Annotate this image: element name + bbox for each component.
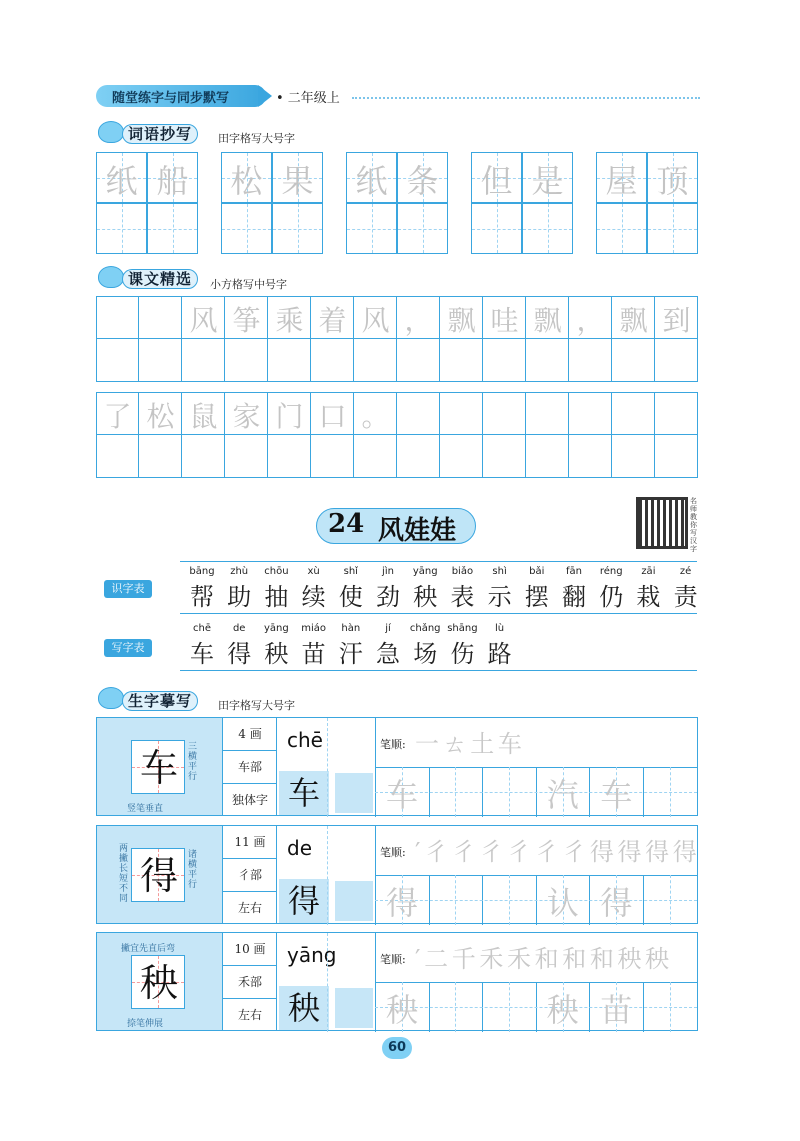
trace-char: ， xyxy=(404,304,433,337)
trace-char: 着 xyxy=(318,304,347,337)
table-rule xyxy=(180,670,697,671)
pinyin: zhù xyxy=(230,566,249,577)
section-note: 小方格写中号字 xyxy=(210,278,287,291)
structure: 左右 xyxy=(237,1008,262,1022)
model-char-box xyxy=(131,955,185,1009)
trace-char: ， xyxy=(576,304,605,337)
square-cell xyxy=(612,339,655,382)
section-label: 课文精选 xyxy=(122,269,198,289)
pinyin: zāi xyxy=(641,566,656,577)
square-cell xyxy=(182,339,225,382)
writing-tip: 三横平行 xyxy=(188,742,198,782)
recognize-char: 续 xyxy=(301,583,326,611)
sample-fill xyxy=(335,881,373,921)
stroke-order-label: 笔顺: xyxy=(380,953,406,966)
section-note: 田字格写大号字 xyxy=(218,132,295,145)
square-cell xyxy=(311,435,354,478)
square-cell xyxy=(526,435,569,478)
square-cell xyxy=(569,435,612,478)
writing-tip: 撇宜先直后弯 xyxy=(121,944,176,954)
pinyin: fān xyxy=(566,566,582,577)
pinyin: jí xyxy=(385,623,391,634)
tian-cell xyxy=(596,203,647,254)
stroke-order: ′ 二 千 禾 禾 和 和 和 秧 秧 xyxy=(415,945,668,973)
cat-mascot-icon xyxy=(98,121,124,143)
recognize-char: 表 xyxy=(450,583,475,611)
pinyin: bǎi xyxy=(529,566,545,577)
square-cell xyxy=(225,435,268,478)
sample-char: 得 xyxy=(279,879,329,923)
write-char: 车 xyxy=(190,640,214,668)
square-cell xyxy=(569,339,612,382)
square-cell xyxy=(225,339,268,382)
trace-char: 到 xyxy=(662,304,691,337)
write-char: 场 xyxy=(413,640,438,668)
sample-char: 秧 xyxy=(279,986,329,1030)
square-cell xyxy=(612,435,655,478)
recognize-char: 翻 xyxy=(562,583,586,611)
tian-cell xyxy=(147,203,198,254)
tian-cell xyxy=(272,203,323,254)
grid-guide xyxy=(372,204,373,253)
square-cell xyxy=(483,339,526,382)
pinyin: miáo xyxy=(301,623,326,634)
trace-char: 哇 xyxy=(490,304,519,337)
model-char-panel xyxy=(97,718,223,815)
radical: 彳部 xyxy=(223,859,277,892)
radical: 禾部 xyxy=(223,966,277,999)
trace-char: 果 xyxy=(281,162,314,200)
square-cell xyxy=(96,435,139,478)
header-title: 随堂练字与同步默写 xyxy=(112,91,230,106)
trace-char: 风 xyxy=(189,304,218,337)
trace-char: 纸 xyxy=(105,162,138,200)
trace-char: 乘 xyxy=(275,304,304,337)
recognize-char: 责 xyxy=(673,583,698,611)
grid-guide xyxy=(327,933,328,1032)
sample-fill xyxy=(335,988,373,1028)
stroke-count: 11 画 xyxy=(223,826,277,859)
square-cell xyxy=(182,435,225,478)
pinyin: chē xyxy=(193,623,211,634)
trace-char: 秧 xyxy=(385,991,418,1029)
sample-char: 车 xyxy=(279,771,329,815)
square-cell xyxy=(655,435,698,478)
trace-char: 飘 xyxy=(619,304,648,337)
trace-char: 飘 xyxy=(447,304,476,337)
recognize-char: 助 xyxy=(227,583,252,611)
grid-guide xyxy=(497,204,498,253)
square-cell xyxy=(440,392,483,435)
square-cell xyxy=(96,296,139,339)
recognize-char: 使 xyxy=(338,583,363,611)
model-char: 车 xyxy=(139,746,178,790)
writing-tip: 两撇长短不同 xyxy=(119,844,129,904)
recognize-char: 帮 xyxy=(190,583,214,611)
square-cell xyxy=(483,392,526,435)
lesson-name: 风娃娃 xyxy=(378,516,457,546)
pinyin: hàn xyxy=(341,623,361,634)
square-cell xyxy=(139,435,182,478)
practice-block xyxy=(96,825,698,924)
pinyin: biǎo xyxy=(451,566,474,577)
square-cell xyxy=(268,435,311,478)
trace-char: 松 xyxy=(146,400,175,433)
sample-fill xyxy=(335,773,373,813)
pinyin: yāng xyxy=(264,623,289,634)
grid-guide xyxy=(122,204,123,253)
practice-block xyxy=(96,717,698,816)
write-char: 路 xyxy=(487,640,512,668)
trace-char: 得 xyxy=(385,884,418,922)
square-cell xyxy=(397,339,440,382)
tian-cell xyxy=(96,203,147,254)
pinyin: shǐ xyxy=(343,566,358,577)
pinyin: shāng xyxy=(447,623,478,634)
pinyin: réng xyxy=(599,566,623,577)
recognize-char: 劲 xyxy=(376,583,400,611)
section-label: 词语抄写 xyxy=(122,124,198,144)
square-cell xyxy=(655,392,698,435)
square-cell xyxy=(655,339,698,382)
square-cell xyxy=(440,435,483,478)
structure: 独体字 xyxy=(231,793,268,807)
square-cell xyxy=(354,339,397,382)
pinyin: chē xyxy=(287,728,323,752)
trace-char: 得 xyxy=(600,884,633,922)
model-char-box xyxy=(131,848,185,902)
table-rule xyxy=(180,613,697,614)
writing-tip: 竖笔垂直 xyxy=(127,804,164,814)
trace-char: 鼠 xyxy=(189,400,218,433)
tian-cell xyxy=(522,203,573,254)
trace-char: 门 xyxy=(275,400,304,433)
square-cell xyxy=(526,339,569,382)
write-char: 苗 xyxy=(301,640,326,668)
trace-char: 风 xyxy=(361,304,390,337)
grid-guide xyxy=(423,204,424,253)
pinyin: de xyxy=(287,836,312,860)
pinyin: bāng xyxy=(189,566,215,577)
square-cell xyxy=(397,392,440,435)
trace-char: 车 xyxy=(385,776,418,814)
square-cell xyxy=(569,392,612,435)
pinyin: jìn xyxy=(382,566,394,577)
trace-char: 汽 xyxy=(546,776,579,814)
square-cell xyxy=(397,435,440,478)
square-cell xyxy=(268,339,311,382)
tian-cell xyxy=(346,203,397,254)
tian-cell xyxy=(471,203,522,254)
header-banner-arrow xyxy=(258,85,272,107)
trace-char: 家 xyxy=(232,400,261,433)
pinyin: de xyxy=(232,623,246,634)
trace-char: 屋 xyxy=(605,162,638,200)
recognize-char: 示 xyxy=(487,583,512,611)
pinyin: lù xyxy=(495,623,505,634)
recognize-char: 仍 xyxy=(599,583,624,611)
bear-mascot-icon xyxy=(98,266,124,288)
model-char-panel xyxy=(97,826,223,923)
square-cell xyxy=(96,339,139,382)
write-char: 秧 xyxy=(264,640,289,668)
trace-char: 条 xyxy=(406,162,439,200)
header-divider xyxy=(352,97,700,99)
recognize-char: 抽 xyxy=(264,583,289,611)
grid-guide xyxy=(327,718,328,817)
page-number: 60 xyxy=(382,1037,412,1059)
grid-guide xyxy=(173,204,174,253)
tian-cell xyxy=(647,203,698,254)
grid-guide xyxy=(327,826,328,925)
trace-char: 苗 xyxy=(600,991,633,1029)
model-char: 得 xyxy=(139,854,178,898)
trace-char: 秧 xyxy=(546,991,579,1029)
stroke-count: 4 画 xyxy=(223,718,277,751)
stroke-count: 10 画 xyxy=(223,933,277,966)
qr-note: 名师教你写汉字 xyxy=(690,497,697,553)
pinyin: yāng xyxy=(287,943,337,967)
pinyin: chōu xyxy=(264,566,289,577)
write-char: 得 xyxy=(227,640,252,668)
write-char: 急 xyxy=(376,640,400,668)
trace-char: 船 xyxy=(156,162,189,200)
structure: 左右 xyxy=(237,901,262,915)
model-char-box xyxy=(131,740,185,794)
char-info xyxy=(223,718,277,815)
recognize-char: 栽 xyxy=(636,583,661,611)
square-cell xyxy=(311,339,354,382)
pinyin: xù xyxy=(307,566,320,577)
grid-guide xyxy=(298,204,299,253)
writing-tip: 捺笔伸展 xyxy=(127,1019,164,1029)
writing-tip: 诸横平行 xyxy=(188,850,198,890)
trace-char: 认 xyxy=(546,884,579,922)
square-cell xyxy=(139,339,182,382)
section-label: 生字摹写 xyxy=(122,691,198,711)
square-cell xyxy=(139,296,182,339)
pinyin: zé xyxy=(679,566,692,577)
trace-char: 口 xyxy=(318,400,347,433)
square-cell xyxy=(440,339,483,382)
trace-char: 飘 xyxy=(533,304,562,337)
tian-cell xyxy=(397,203,448,254)
tian-cell xyxy=(221,203,272,254)
chick-mascot-icon xyxy=(98,687,124,709)
lesson-number: 24 xyxy=(328,509,365,539)
recognize-label: 识字表 xyxy=(104,580,152,598)
grid-guide xyxy=(622,204,623,253)
trace-char: 松 xyxy=(230,162,263,200)
pinyin: yāng xyxy=(412,566,438,577)
trace-char: 纸 xyxy=(355,162,388,200)
trace-char: 了 xyxy=(103,400,132,433)
recognize-char: 摆 xyxy=(524,583,549,611)
write-label: 写字表 xyxy=(104,639,152,657)
grid-guide xyxy=(673,204,674,253)
stroke-order: 一 ㄊ 土 车 xyxy=(415,730,520,758)
radical: 车部 xyxy=(223,751,277,784)
grid-guide xyxy=(548,204,549,253)
write-char: 汗 xyxy=(338,640,363,668)
qr-code-icon[interactable] xyxy=(636,497,688,549)
stroke-order-label: 笔顺: xyxy=(380,846,406,859)
trace-char: 顶 xyxy=(656,162,689,200)
practice-block xyxy=(96,932,698,1031)
section-note: 田字格写大号字 xyxy=(218,699,295,712)
write-char: 伤 xyxy=(450,640,475,668)
char-info xyxy=(223,826,277,923)
trace-char: 是 xyxy=(531,162,564,200)
char-info xyxy=(223,933,277,1030)
model-char-panel xyxy=(97,933,223,1030)
pinyin: chǎng xyxy=(409,623,441,634)
trace-char: 但 xyxy=(480,162,513,200)
model-char: 秧 xyxy=(139,961,178,1005)
stroke-order: ′ 彳 彳 彳 彳 彳 彳 得 得 得 得 xyxy=(415,838,695,866)
square-cell xyxy=(354,435,397,478)
trace-char: 车 xyxy=(600,776,633,814)
trace-char: 。 xyxy=(361,400,390,433)
square-cell xyxy=(612,392,655,435)
table-rule xyxy=(180,561,697,562)
square-cell xyxy=(483,435,526,478)
grid-guide xyxy=(247,204,248,253)
trace-char: 筝 xyxy=(232,304,261,337)
header-grade: • 二年级上 xyxy=(276,91,340,106)
stroke-order-label: 笔顺: xyxy=(380,738,406,751)
pinyin: shì xyxy=(492,566,507,577)
square-cell xyxy=(526,392,569,435)
recognize-char: 秧 xyxy=(413,583,438,611)
